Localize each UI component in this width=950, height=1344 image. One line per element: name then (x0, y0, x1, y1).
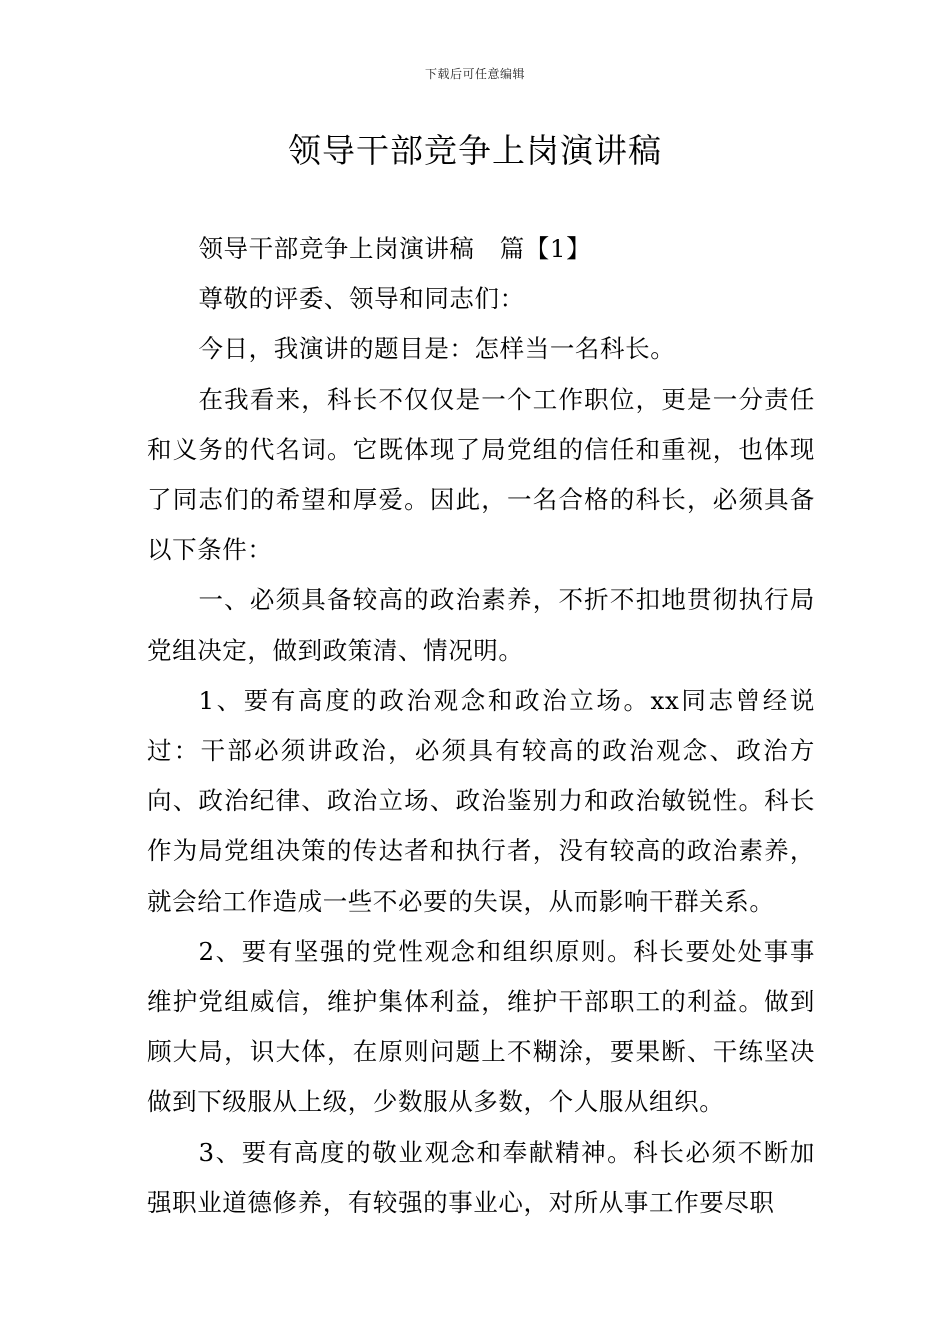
paragraph-intro: 在我看来，科长不仅仅是一个工作职位，更是一分责任和义务的代名词。它既体现了局党组的信任和重视，也体现了同志们的希望和厚爱。因此，一名合格的科长，必须具备以下条件： (147, 384, 815, 565)
paragraph-item-2: 2、要有坚强的党性观念和组织原则。科长要处处事事维护党组威信，维护集体利益，维护干部职工的利益。做到顾大局，识大体，在原则问题上不糊涂，要果断、干练坚决做到下级服从上级，少数服从多数，个人服从组织。 (147, 936, 815, 1117)
paragraph-item-1: 1、要有高度的政治观念和政治立场。xx同志曾经说过：干部必须讲政治，必须具有较高的政治观念、政治方向、政治纪律、政治立场、政治鉴别力和政治敏锐性。科长作为局党组决策的传达者和执行者，没有较高的政治素养，就会给工作造成一些不必要的失误，从而影响干群关系。 (147, 685, 815, 916)
document-body (147, 224, 815, 1228)
document-title: 领导干部竞争上岗演讲稿 (288, 131, 662, 170)
paragraph-point-one: 一、必须具备较高的政治素养，不折不扣地贯彻执行局党组决定，做到政策清、情况明。 (147, 585, 815, 665)
watermark-text: 下载后可任意编辑 (424, 67, 525, 81)
paragraph-topic: 今日，我演讲的题目是：怎样当一名科长。 (198, 334, 676, 364)
paragraph-item-3: 3、要有高度的敬业观念和奉献精神。科长必须不断加强职业道德修养，有较强的事业心，对所从事工作要尽职 (147, 1137, 815, 1217)
section-heading: 领导干部竞争上岗演讲稿 篇【1】 (198, 234, 592, 263)
paragraph-salutation: 尊敬的评委、领导和同志们： (198, 284, 525, 314)
